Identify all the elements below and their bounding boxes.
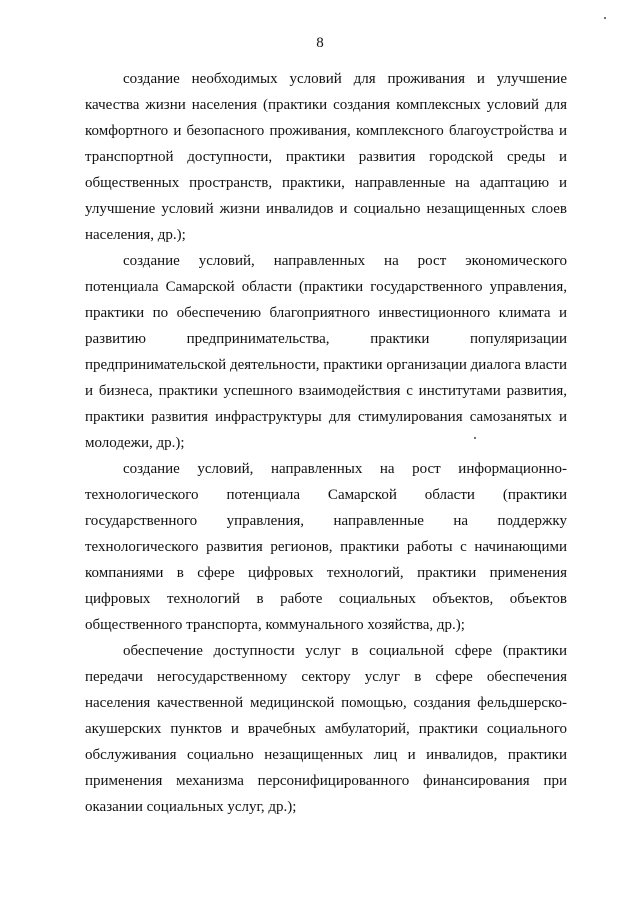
text-line: передачи негосударственному сектору услуг в сфере обеспечения bbox=[85, 669, 567, 685]
text-line: общественных пространств, практики, направленные на адаптацию и bbox=[85, 175, 567, 191]
text-line: оказании социальных услуг, др.); bbox=[85, 799, 297, 815]
text-line: цифровых технологий в работе социальных объектов, объектов bbox=[85, 591, 567, 607]
text-line: потенциала Самарской области (практики государственного управления, bbox=[85, 279, 567, 295]
text-line: создание условий, направленных на рост информационно- bbox=[123, 461, 567, 477]
text-line: населения, др.); bbox=[85, 227, 186, 243]
text-line: и бизнеса, практики успешного взаимодействия с институтами развития, bbox=[85, 383, 567, 399]
text-line: компаниями в сфере цифровых технологий, практики применения bbox=[85, 565, 567, 581]
page-number: 8 bbox=[316, 35, 324, 51]
text-line: практики развития инфраструктуры для стимулирования самозанятых и bbox=[85, 409, 567, 425]
paragraph-social-services bbox=[85, 638, 567, 820]
text-line: применения механизма персонифицированного финансирования при bbox=[85, 773, 567, 789]
paragraph-living-conditions bbox=[85, 66, 567, 248]
paragraph-it-potential bbox=[85, 456, 567, 638]
text-line: технологического развития регионов, практики работы с начинающими bbox=[85, 539, 567, 555]
text-line: технологического потенциала Самарской области (практики bbox=[85, 487, 567, 503]
text-line: обеспечение доступности услуг в социальной сфере (практики bbox=[123, 643, 567, 659]
text-line: населения качественной медицинской помощью, создания фельдшерско- bbox=[85, 695, 567, 711]
text-line: молодежи, др.); bbox=[85, 435, 185, 451]
text-line: создание условий, направленных на рост экономического bbox=[123, 253, 567, 269]
text-line: государственного управления, направленные на поддержку bbox=[85, 513, 567, 529]
text-line: предпринимательской деятельности, практики организации диалога власти bbox=[85, 357, 567, 373]
body-text bbox=[85, 66, 567, 820]
text-line: улучшение условий жизни инвалидов и социально незащищенных слоев bbox=[85, 201, 567, 217]
text-line: акушерских пунктов и врачебных амбулаторий, практики социального bbox=[85, 721, 567, 737]
text-line: комфортного и безопасного проживания, комплексного благоустройства и bbox=[85, 123, 567, 139]
scan-speck bbox=[604, 17, 606, 19]
text-line: транспортной доступности, практики развития городской среды и bbox=[85, 149, 567, 165]
text-line: развитию предпринимательства, практики популяризации bbox=[85, 331, 567, 347]
text-line: создание необходимых условий для проживания и улучшение bbox=[123, 71, 567, 87]
paragraph-economic-potential bbox=[85, 248, 567, 456]
text-line: обслуживания социально незащищенных лиц и инвалидов, практики bbox=[85, 747, 567, 763]
text-line: общественного транспорта, коммунального хозяйства, др.); bbox=[85, 617, 465, 633]
text-line: практики по обеспечению благоприятного инвестиционного климата и bbox=[85, 305, 567, 321]
text-line: качества жизни населения (практики создания комплексных условий для bbox=[85, 97, 567, 113]
